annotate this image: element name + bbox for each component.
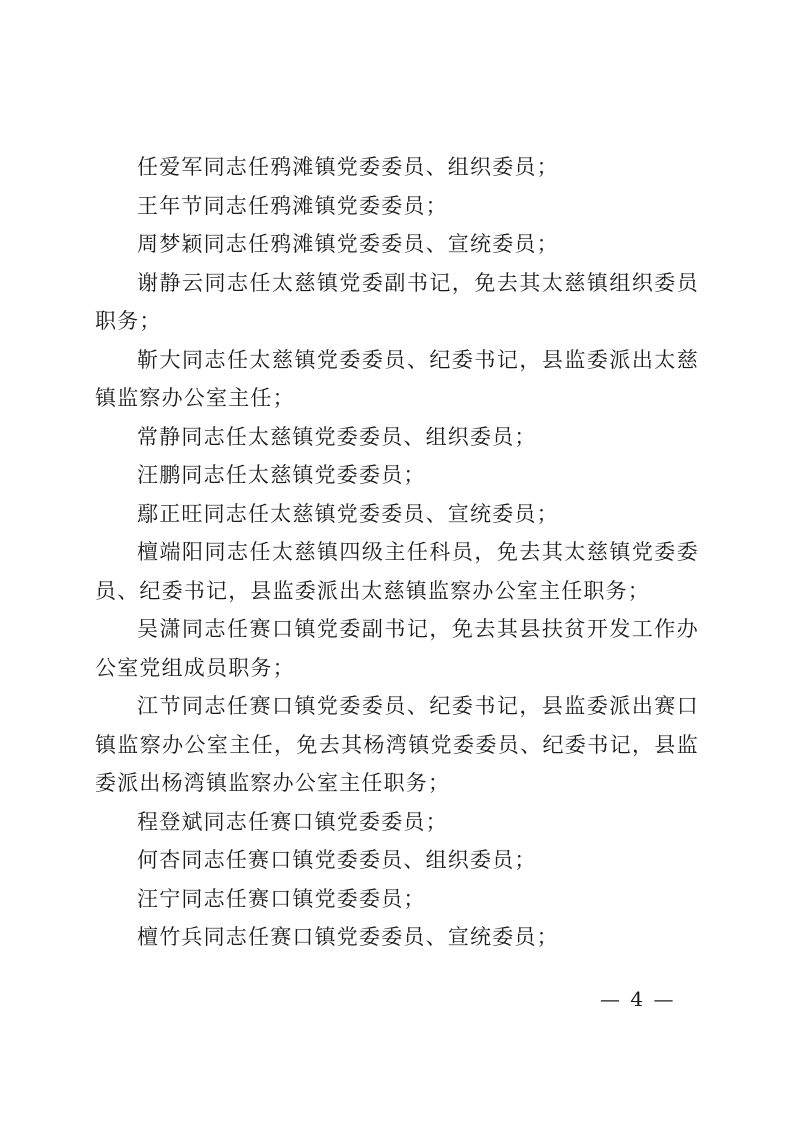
- paragraph-appointment-12: 程登斌同志任赛口镇党委委员；: [137, 809, 448, 834]
- document-body: [95, 148, 699, 957]
- paragraph-appointment-5: 靳大同志任太慈镇党委委员、纪委书记，县监委派出太慈镇监察办公室主任；: [95, 347, 699, 410]
- paragraph-appointment-3: 周梦颖同志任鸦滩镇党委委员、宣统委员；: [137, 232, 559, 256]
- paragraph-appointment-6: 常静同志任太慈镇党委委员、组织委员；: [137, 424, 537, 449]
- paragraph-appointment-1: 任爱军同志任鸦滩镇党委委员、组织委员；: [137, 155, 559, 179]
- paragraph-appointment-11: 江节同志任赛口镇党委委员、纪委书记，县监委派出赛口镇监察办公室主任，免去其杨湾镇党委委员、纪委书记，县监委派出杨湾镇监察办公室主任职务；: [95, 694, 699, 795]
- paragraph-appointment-4: 谢静云同志任太慈镇党委副书记，免去其太慈镇组织委员职务；: [95, 270, 699, 333]
- paragraph-appointment-9: 檀端阳同志任太慈镇四级主任科员，免去其太慈镇党委委员、纪委书记，县监委派出太慈镇监察办公室主任职务；: [95, 540, 699, 603]
- paragraph-appointment-13: 何杏同志任赛口镇党委委员、组织委员；: [137, 848, 537, 872]
- paragraph-appointment-7: 汪鹏同志任太慈镇党委委员；: [137, 463, 426, 487]
- paragraph-appointment-8: 鄢正旺同志任太慈镇党委委员、宣统委员；: [137, 501, 559, 526]
- page-number: — 4 —: [600, 987, 676, 1011]
- paragraph-appointment-15: 檀竹兵同志任赛口镇党委委员、宣统委员；: [137, 925, 559, 949]
- paragraph-appointment-10: 吴潇同志任赛口镇党委副书记，免去其县扶贫开发工作办公室党组成员职务；: [95, 617, 699, 680]
- paragraph-appointment-14: 汪宁同志任赛口镇党委委员；: [137, 886, 426, 911]
- paragraph-appointment-2: 王年节同志任鸦滩镇党委委员；: [137, 193, 448, 218]
